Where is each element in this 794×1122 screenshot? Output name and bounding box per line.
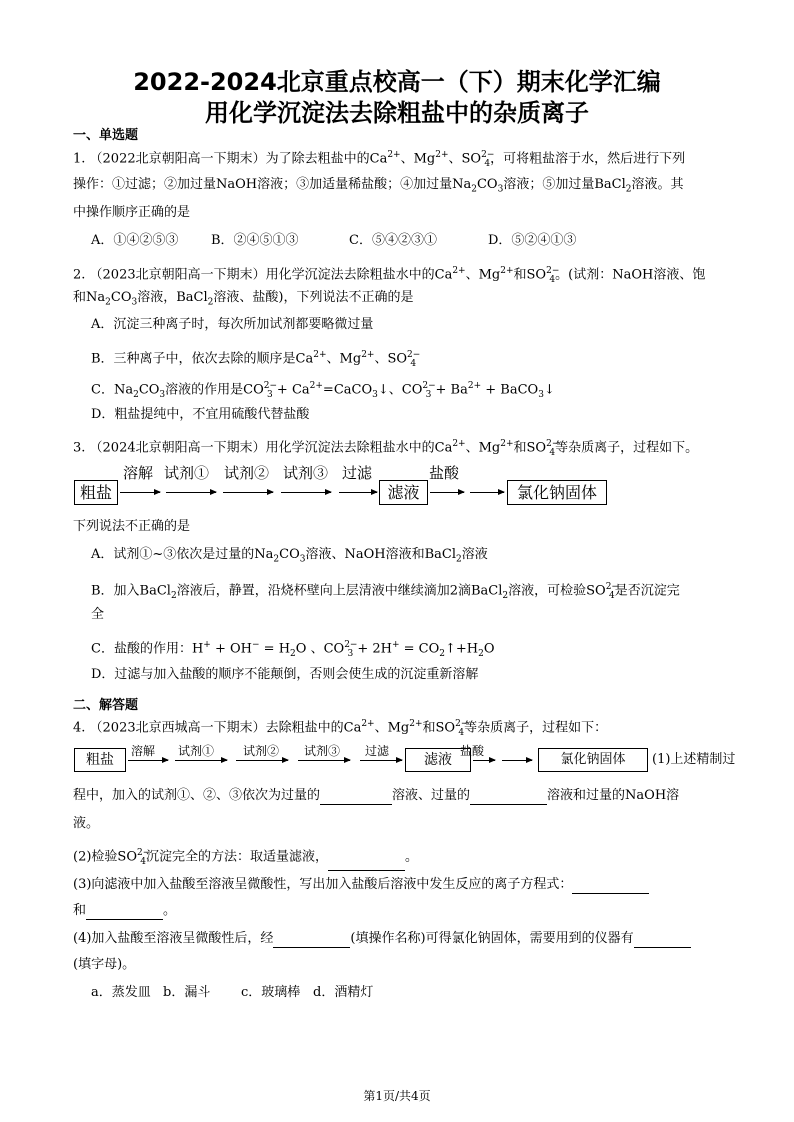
page-subtitle: 用化学沉淀法去除粗盐中的杂质离子: [205, 99, 589, 127]
q3-flow-arrow: [281, 492, 331, 493]
q3-flow-step-dissolve: 溶解: [123, 464, 154, 482]
q3-option-b-cont: 全: [91, 607, 105, 622]
q3-flow-step-reagent1: 试剂①: [164, 464, 210, 482]
q4-flow-arrow: [236, 760, 288, 761]
q1-stem-line1: 1. （2022北京朝阳高一下期末）为了除去粗盐中的$Ca^{2+}$、$Mg^{2+}$、$SO^{2-}_4$，可将粗盐溶于水，然后进行下列: [73, 150, 686, 169]
q4-option-a[interactable]: a．蒸发皿: [91, 985, 151, 1000]
q4-part3-line2: 和 。: [73, 903, 177, 918]
q3-option-d[interactable]: D．过滤与加入盐酸的顺序不能颠倒，否则会使生成的沉淀重新溶解: [91, 667, 479, 682]
q2-option-d[interactable]: D．粗盐提纯中，不宜用硫酸代替盐酸: [91, 407, 310, 422]
q3-flow-arrow: [166, 492, 216, 493]
q3-flow-box-crude-salt: 粗盐: [74, 480, 118, 505]
q1-option-a[interactable]: A．①④②⑤③: [91, 233, 179, 248]
answer-blank-reagent1[interactable]: [320, 790, 392, 805]
q3-flow-step-reagent2: 试剂②: [224, 464, 270, 482]
section-heading-single-choice: 一、单选题: [73, 128, 139, 143]
q3-flow-arrow: [339, 492, 377, 493]
q4-flow-arrow: [128, 760, 168, 761]
q4-option-d[interactable]: d．酒精灯: [313, 985, 374, 1000]
q4-flow-arrow: [473, 760, 495, 761]
q4-instrument-options: [91, 984, 373, 1002]
q2-option-c[interactable]: C．$Na_2CO_3$溶液的作用是$CO^{2-}_3$ + $Ca^{2+}=CaCO_3↓$、$CO^{2-}_3 + Ba^{2+}$ + BaCO$_3$↓: [91, 381, 555, 400]
q4-flow-step-hcl: 盐酸: [460, 744, 485, 758]
q2-stem-line2: 和$Na_2CO_3$溶液，BaCl$_2$溶液、盐酸)，下列说法不正确的是: [73, 290, 414, 308]
q3-option-b[interactable]: B．加入BaCl$_2$溶液后，静置，沿烧杯壁向上层清液中继续滴加2滴BaCl$_2$溶液，可检验$SO^{2-}_4$是否沉淀完: [91, 582, 680, 601]
q3-option-a[interactable]: A．试剂①~③依次是过量的$Na_2CO_3$溶液、NaOH溶液和BaCl$_2$溶液: [91, 547, 488, 565]
q2-option-b[interactable]: B．三种离子中，依次去除的顺序是$Ca^{2+}$、$Mg^{2+}$、$SO^{2-}_4$: [91, 350, 421, 369]
q4-part1-line2: 程中，加入的试剂①、②、③依次为过量的 溶液、过量的 溶液和过量的NaOH溶: [73, 788, 680, 803]
q4-flow-step-dissolve: 溶解: [131, 744, 156, 758]
q3-flow-arrow: [223, 492, 273, 493]
answer-blank-reagent2[interactable]: [470, 790, 547, 805]
q4-flow-box-nacl-solid: 氯化钠固体: [538, 748, 648, 772]
q3-question: 下列说法不正确的是: [73, 519, 191, 534]
q3-flow-box-filtrate: 滤液: [379, 480, 428, 505]
q4-part4-line2: (填字母)。: [73, 957, 136, 972]
q3-flow-box-nacl-solid: 氯化钠固体: [507, 480, 607, 505]
q1-options: [91, 232, 576, 250]
q4-flow-arrow: [360, 760, 402, 761]
q2-option-a[interactable]: A．沉淀三种离子时，每次所加试剂都要略微过量: [91, 317, 374, 332]
q4-flow-arrow: [298, 760, 350, 761]
q1-option-d[interactable]: D．⑤②④①③: [488, 233, 577, 248]
q3-flow-step-filter: 过滤: [342, 464, 373, 482]
section-heading-answer: 二、解答题: [73, 698, 139, 713]
q3-stem-line1: 3. （2024北京朝阳高一下期末）用化学沉淀法去除粗盐水中的$Ca^{2+}$、$Mg^{2+}$和$SO^{2-}_4$等杂质离子，过程如下。: [73, 439, 699, 458]
q1-option-c[interactable]: C．⑤④②③①: [349, 233, 437, 248]
q3-flow-arrow: [430, 492, 464, 493]
answer-blank-ionic-eq2[interactable]: [86, 905, 163, 920]
q4-flow-step-reagent3: 试剂③: [304, 744, 341, 758]
q4-flow-arrow: [175, 760, 227, 761]
q4-stem-line1: 4. （2023北京西城高一下期末）去除粗盐中的$Ca^{2+}$、$Mg^{2+}$和$SO^{2-}_4$等杂质离子，过程如下：: [73, 719, 608, 738]
q4-part1-line3: 液。: [73, 816, 100, 831]
q4-option-c[interactable]: c．玻璃棒: [241, 985, 301, 1000]
q3-flow-arrow: [120, 492, 160, 493]
q1-option-b[interactable]: B．②④⑤①③: [211, 233, 299, 248]
page-title: 2022-2024北京重点校高一（下）期末化学汇编: [133, 68, 661, 96]
q4-part2: (2)检验$SO^{2-}_4$沉淀完全的方法：取适量滤液， 。: [73, 844, 418, 871]
answer-blank-sulfate-test[interactable]: [328, 856, 405, 871]
q2-stem-line1: 2. （2023北京朝阳高一下期末）用化学沉淀法去除粗盐水中的$Ca^{2+}$、$Mg^{2+}$和$SO^{2-}_4$。(试剂：NaOH溶液、饱: [73, 266, 706, 285]
page-footer: 第1页/共4页: [363, 1089, 431, 1103]
q4-part1-start: (1)上述精制过: [652, 752, 736, 767]
q4-part3-line1: (3)向滤液中加入盐酸至溶液呈微酸性，写出加入盐酸后溶液中发生反应的离子方程式：: [73, 876, 649, 894]
q1-stem-line3: 中操作顺序正确的是: [73, 205, 191, 220]
q4-flow-box-filtrate: 滤液: [405, 748, 471, 772]
q3-flow-step-reagent3: 试剂③: [283, 464, 329, 482]
q1-stem-line2: 操作：①过滤；②加过量NaOH溶液；③加适量稀盐酸；④加过量$Na_2CO_3$溶液；⑤加过量BaCl$_2$溶液。其: [73, 177, 684, 195]
q3-option-c[interactable]: C．盐酸的作用：$H^+ + OH^- = H_2O$ 、$CO^{2-}_3 + 2H^+$ = $CO_2↑+H_2O$: [91, 640, 495, 659]
q3-flow-arrow: [470, 492, 504, 493]
q4-flow-step-filter: 过滤: [365, 744, 390, 758]
q4-flow-arrow: [502, 760, 532, 761]
q4-flow-box-crude-salt: 粗盐: [74, 748, 126, 772]
q4-flow-step-reagent2: 试剂②: [243, 744, 280, 758]
q3-flow-step-hcl: 盐酸: [429, 464, 460, 482]
answer-blank-ionic-eq1[interactable]: [572, 879, 649, 894]
answer-blank-operation[interactable]: [273, 933, 350, 948]
q4-flow-step-reagent1: 试剂①: [178, 744, 215, 758]
answer-blank-instruments[interactable]: [634, 933, 691, 948]
q4-option-b[interactable]: b．漏斗: [163, 985, 211, 1000]
q4-part4-line1: (4)加入盐酸至溶液呈微酸性后，经 (填操作名称)可得氯化钠固体，需要用到的仪器有: [73, 930, 691, 948]
